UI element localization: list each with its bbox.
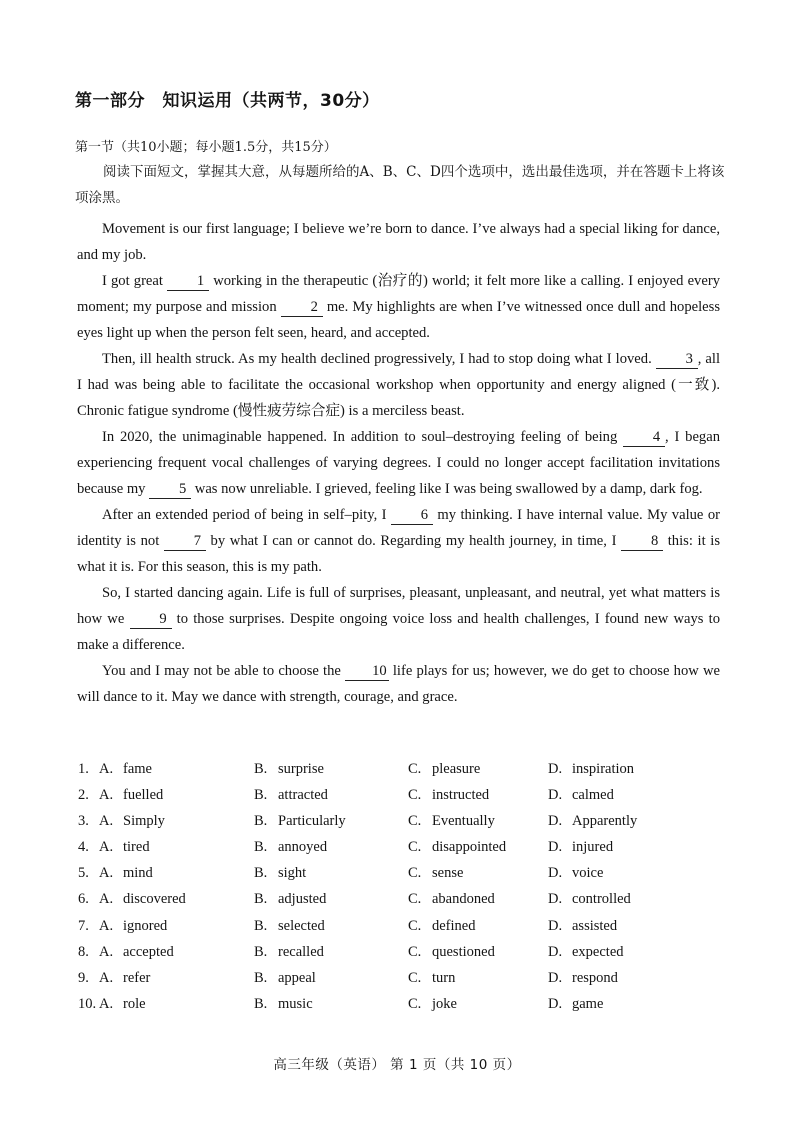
option-a [99,787,163,804]
option-d [548,813,637,830]
option-text: attracted [278,787,328,804]
option-c [408,839,506,856]
option-letter: A. [99,995,114,1012]
option-letter: D. [548,787,563,804]
option-letter: A. [99,813,114,830]
option-text: Simply [123,813,165,830]
option-b [254,813,346,830]
option-letter: C. [408,787,422,804]
option-text: respond [572,969,618,986]
option-c [408,813,495,830]
question-number: 3. [78,813,89,830]
option-text: sight [278,865,307,882]
option-letter: D. [548,917,563,934]
option-letter: C. [408,865,422,882]
option-b [254,865,306,882]
option-letter: A. [99,787,114,804]
option-text: recalled [278,943,324,960]
option-c [408,918,475,935]
option-text: music [278,995,313,1012]
option-letter: B. [254,891,268,908]
option-letter: A. [99,943,114,960]
option-text: mind [123,865,153,882]
option-b [254,970,316,987]
option-text: turn [432,969,456,986]
option-letter: C. [408,761,422,777]
option-text: role [123,995,146,1012]
option-text: fame [123,761,152,777]
option-letter: B. [254,917,268,934]
option-b [254,944,324,961]
option-text: abandoned [432,891,495,908]
option-row [78,865,718,891]
option-text: selected [278,917,325,934]
option-text: Eventually [432,813,495,830]
option-text: voice [572,865,604,882]
option-b [254,918,325,935]
option-b [254,787,328,804]
option-letter: D. [548,995,563,1012]
option-text: surprise [278,761,324,777]
option-text: adjusted [278,891,327,908]
option-c [408,787,489,804]
paragraph-3: Then, ill health struck. As my health declined progressively, I had to stop doing what I loved. 3 , all I had was being able to facilitate the occasional workshop when opportunity and energy aligned (一致). Chronic fatigue syndrome (慢性疲劳综合症) is a merciless beast. [77,351,721,419]
option-c [408,891,495,908]
option-a [99,970,150,987]
option-text: ignored [123,917,168,934]
blank-9: 9 [130,610,172,629]
option-text: Apparently [572,813,638,830]
option-letter: B. [254,813,268,830]
instructions: 阅读下面短文，掌握其大意，从每题所给的A、B、C、D四个选项中，选出最佳选项，并在答题卡上将该项涂黑。 [75,164,725,206]
page-footer: 高三年级（英语） 第 1 页（共 10 页） [273,1057,521,1073]
option-row [78,918,718,944]
option-text: assisted [572,917,618,934]
option-a [99,865,153,882]
option-text: joke [432,995,457,1012]
option-d [548,891,631,908]
option-letter: C. [408,969,422,986]
option-letter: D. [548,865,563,882]
option-d [548,918,617,935]
option-row [78,944,718,970]
cloze-passage [77,216,720,710]
option-c [408,996,457,1013]
option-letter: C. [408,839,422,856]
option-b [254,761,324,778]
option-text: calmed [572,787,614,804]
question-number: 4. [78,839,89,856]
blank-5: 5 [149,480,191,499]
option-text: pleasure [432,761,481,777]
option-letter: D. [548,839,563,856]
option-letter: D. [548,891,563,908]
option-c [408,865,463,882]
question-number: 6. [78,891,89,908]
option-letter: D. [548,969,563,986]
option-a [99,944,174,961]
option-letter: B. [254,761,268,777]
option-row [78,970,718,996]
option-text: discovered [123,891,186,908]
option-text: accepted [123,943,174,960]
option-text: fuelled [123,787,164,804]
option-b [254,996,313,1013]
question-number: 2. [78,787,89,804]
blank-8: 8 [621,532,663,551]
blank-10: 10 [345,662,389,681]
section-subtitle: 第一节（共10小题；每小题1.5分，共15分） [75,140,337,155]
option-text: refer [123,969,151,986]
option-a [99,891,186,908]
option-text: game [572,995,604,1012]
option-d [548,839,613,856]
question-number: 1. [78,761,89,777]
blank-7: 7 [164,532,206,551]
blank-3: 3 [656,350,698,369]
question-number: 10. [78,995,97,1012]
option-letter: C. [408,917,422,934]
question-number: 5. [78,865,89,882]
option-text: inspiration [572,761,635,777]
option-letter: C. [408,995,422,1012]
option-letter: A. [99,865,114,882]
option-letter: B. [254,839,268,856]
option-a [99,813,165,830]
option-letter: B. [254,943,268,960]
option-letter: B. [254,865,268,882]
option-text: annoyed [278,839,328,856]
option-b [254,891,326,908]
blank-4: 4 [623,428,665,447]
option-text: expected [572,943,624,960]
option-letter: A. [99,891,114,908]
option-letter: C. [408,813,422,830]
option-letter: B. [254,969,268,986]
option-letter: A. [99,839,114,856]
option-row [78,813,718,839]
option-text: controlled [572,891,631,908]
paragraph-7: You and I may not be able to choose the 10 life plays for us; however, we do get to choose how we will dance to it. May we dance with strength, courage, and grace. [77,663,720,705]
paragraph-5: After an extended period of being in self–pity, I 6 my thinking. I have internal value. My value or identity is not 7 by what I can or cannot do. Regarding my health journey, in time, I 8 this: it is what it is. For this season, this is my path. [77,507,721,575]
option-a [99,761,152,778]
option-text: tired [123,839,150,856]
option-a [99,839,150,856]
paragraph-1: Movement is our first language; I believe we’re born to dance. I’ve always had a special liking for dance, and my job. [77,221,720,263]
option-text: questioned [432,943,495,960]
paragraph-6: So, I started dancing again. Life is full of surprises, pleasant, unpleasant, and neutral, yet what matters is how we 9 to those surprises. Despite ongoing voice loss and health challenges, I found new ways to make a difference. [77,585,720,653]
option-a [99,996,146,1013]
option-text: sense [432,865,464,882]
blank-2: 2 [281,298,323,317]
option-row [78,787,718,813]
paragraph-2: I got great 1 working in the therapeutic (治疗的) world; it felt more like a calling. I enjoyed every moment; my purpose and mission 2 me. My highlights are when I’ve witnessed once dull and hopeless eyes light up when the person felt seen, heard, and accepted. [77,273,720,341]
option-text: appeal [278,969,316,986]
question-number: 8. [78,943,89,960]
question-number: 7. [78,917,89,934]
option-row [78,761,718,787]
option-d [548,761,634,778]
option-text: disappointed [432,839,507,856]
option-d [548,944,624,961]
option-letter: C. [408,943,422,960]
option-text: instructed [432,787,490,804]
paragraph-4: In 2020, the unimaginable happened. In addition to soul–destroying feeling of being 4 , I began experiencing frequent vocal challenges of varying degrees. I could no longer accept facilitation invitations because my 5 was now unreliable. I grieved, feeling like I was being swallowed by a damp, dark fog. [77,429,720,497]
option-letter: B. [254,995,268,1012]
question-number: 9. [78,969,89,986]
option-c [408,944,495,961]
option-d [548,970,618,987]
option-letter: B. [254,787,268,804]
blank-1: 1 [167,272,209,291]
option-c [408,761,480,778]
option-row [78,891,718,917]
option-d [548,787,614,804]
option-letter: A. [99,761,114,777]
option-a [99,918,167,935]
option-d [548,865,603,882]
option-letter: D. [548,943,563,960]
answer-options [78,761,718,1022]
option-text: Particularly [278,813,346,830]
option-letter: C. [408,891,422,908]
option-letter: A. [99,917,114,934]
blank-6: 6 [391,506,433,525]
section-title: 第一部分 知识运用（共两节，30分） [75,91,380,111]
option-text: defined [432,917,476,934]
option-d [548,996,603,1013]
option-b [254,839,327,856]
option-row [78,996,718,1022]
option-c [408,970,455,987]
option-letter: A. [99,969,114,986]
option-text: injured [572,839,614,856]
option-row [78,839,718,865]
option-letter: D. [548,761,563,777]
option-letter: D. [548,813,563,830]
